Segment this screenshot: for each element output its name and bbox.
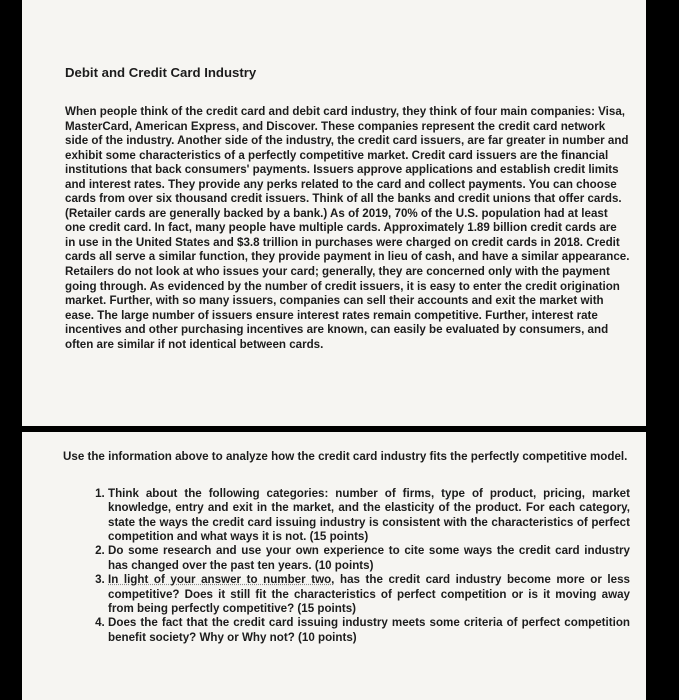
- assignment-panel: [22, 432, 646, 700]
- document-title: Debit and Credit Card Industry: [65, 65, 257, 80]
- question-text: Do some research and use your own experience to cite some ways the credit card industry has changed over the past ten years. (10 points): [108, 544, 630, 572]
- question-list: [63, 487, 630, 645]
- article-paragraph: When people think of the credit card and debit card industry, they think of four main companies: Visa, MasterCard, American Express, and Discover. These companies represent the credit card network side of the industry. Another side of the industry, the credit card issuers, are far greater in number and exhibit some characteristics of a perfectly competitive market. Credit card issuers are the financial institutions that back consumers' payments. Issuers approve applications and establish credit limits and interest rates. They provide any perks related to the card and collect payments. You can choose cards from over six thousand credit issuers. Think of all the banks and credit unions that offer cards. (Retailer cards are generally backed by a bank.) As of 2019, 70% of the U.S. population had at least one credit card. In fact, many people have multiple cards. Approximately 1.89 billion credit cards are in use in the United States and $3.8 trillion in purchases were charged on credit cards in 2018. Credit cards all serve a similar function, they provide payment in lieu of cash, and have a similar appearance. Retailers do not look at who issues your card; generally, they are concerned only with the payment going through. As evidenced by the number of credit issuers, it is easy to enter the credit origination market. Further, with so many issuers, companies can sell their accounts and exit the market with ease. The large number of issuers ensure interest rates remain competitive. Further, interest rate incentives and other purchasing incentives are known, can easily be evaluated by consumers, and often are similar if not identical between cards.: [65, 105, 630, 351]
- question-text: has the credit card industry become more or less competitive? Does it still fit the characteristics of perfect competition or is it moving away from being perfectly competitive? (15 points): [108, 573, 631, 616]
- question-item-4: [108, 616, 630, 645]
- question-item-1: [108, 487, 630, 545]
- article-panel: [22, 0, 646, 426]
- question-item-3: [108, 573, 630, 616]
- question-text: Does the fact that the credit card issuing industry meets some criteria of perfect competition benefit society? Why or Why not? (10 points): [108, 616, 630, 644]
- question-text: Think about the following categories: number of firms, type of product, pricing, market knowledge, entry and exit in the market, and the elasticity of the product. For each category, state the ways the credit card issuing industry is consistent with the characteristics of perfect competition and what ways it is not. (15 points): [108, 486, 630, 544]
- assignment-prompt: Use the information above to analyze how the credit card industry fits the perfectly competitive model.: [63, 450, 628, 463]
- question-item-2: [108, 544, 630, 573]
- question-lead: In light of your answer to number two,: [108, 573, 335, 587]
